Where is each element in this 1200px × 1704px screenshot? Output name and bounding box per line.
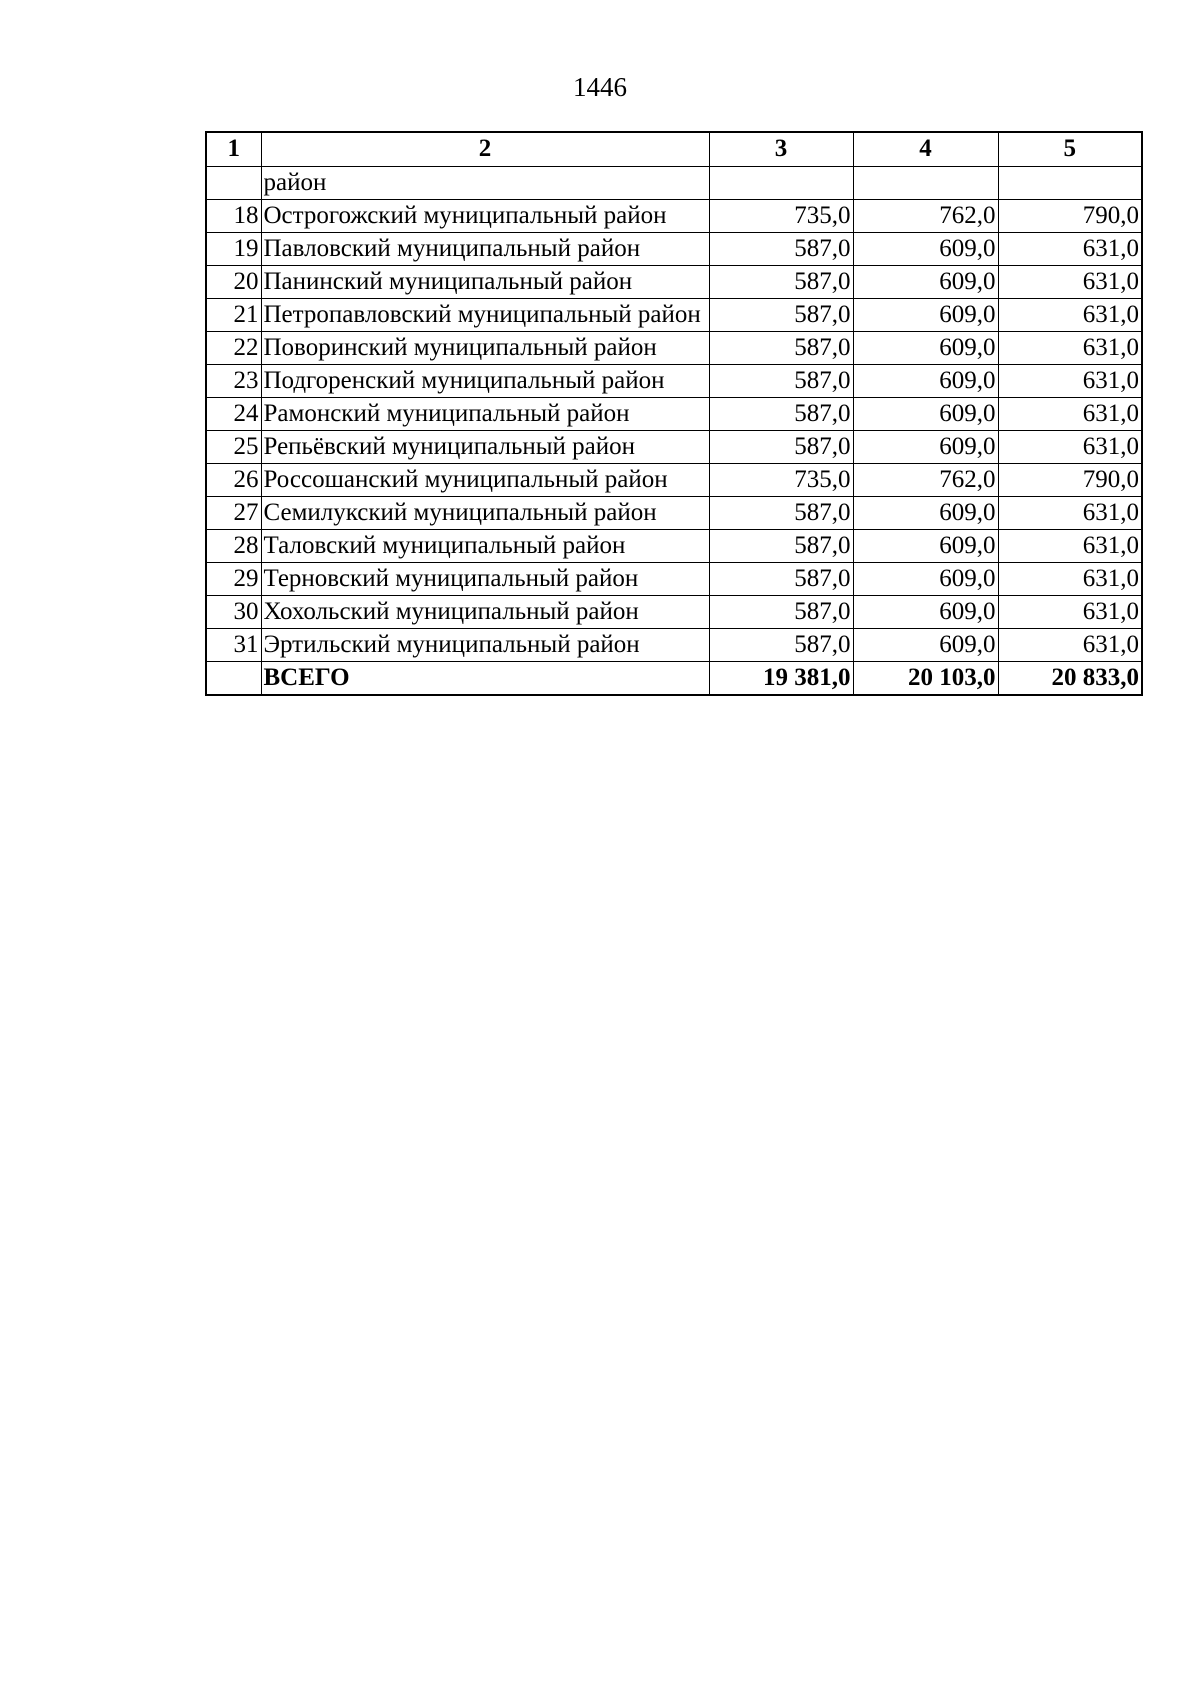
- cell-c3: 587,0: [709, 233, 853, 266]
- cell-c5: 631,0: [998, 299, 1142, 332]
- cell-c3: 587,0: [709, 629, 853, 662]
- cell-name: район: [261, 167, 709, 200]
- cell-name: Петропавловский муниципальный район: [261, 299, 709, 332]
- cell-c5: 790,0: [998, 464, 1142, 497]
- cell-name: Острогожский муниципальный район: [261, 200, 709, 233]
- cell-c4: 609,0: [853, 398, 998, 431]
- cell-c3: 587,0: [709, 365, 853, 398]
- cell-c4: 609,0: [853, 596, 998, 629]
- cell-num: 20: [206, 266, 261, 299]
- cell-num: 30: [206, 596, 261, 629]
- cell-num: 18: [206, 200, 261, 233]
- cell-c4: 609,0: [853, 332, 998, 365]
- cell-c5: 631,0: [998, 365, 1142, 398]
- cell-c4: 609,0: [853, 299, 998, 332]
- header-row: [206, 132, 1142, 167]
- cell-c5: 631,0: [998, 431, 1142, 464]
- table-row: [206, 530, 1142, 563]
- cell-c3: [709, 167, 853, 200]
- total-c4: 20 103,0: [853, 662, 998, 696]
- cell-c3: 587,0: [709, 563, 853, 596]
- cell-name: Павловский муниципальный район: [261, 233, 709, 266]
- table-row: [206, 398, 1142, 431]
- cell-c5: 631,0: [998, 563, 1142, 596]
- cell-name: Эртильский муниципальный район: [261, 629, 709, 662]
- cell-c3: 587,0: [709, 299, 853, 332]
- table-row: [206, 629, 1142, 662]
- table-row: [206, 464, 1142, 497]
- cell-num: 21: [206, 299, 261, 332]
- table-row: [206, 266, 1142, 299]
- table-row: [206, 431, 1142, 464]
- table-row: [206, 332, 1142, 365]
- cell-name: Терновский муниципальный район: [261, 563, 709, 596]
- header-cell-2: 2: [261, 132, 709, 167]
- cell-c5: 631,0: [998, 398, 1142, 431]
- cell-c3: 587,0: [709, 431, 853, 464]
- cell-num: 31: [206, 629, 261, 662]
- cell-c3: 587,0: [709, 266, 853, 299]
- cell-c5: 631,0: [998, 596, 1142, 629]
- cell-num: 29: [206, 563, 261, 596]
- cell-num: 25: [206, 431, 261, 464]
- page-number: 1446: [573, 72, 627, 102]
- cell-c5: [998, 167, 1142, 200]
- cell-name: Хохольский муниципальный район: [261, 596, 709, 629]
- cell-name: Семилукский муниципальный район: [261, 497, 709, 530]
- cell-num: 28: [206, 530, 261, 563]
- cell-name: Репьёвский муниципальный район: [261, 431, 709, 464]
- cell-c4: [853, 167, 998, 200]
- total-c5: 20 833,0: [998, 662, 1142, 696]
- cell-name: Панинский муниципальный район: [261, 266, 709, 299]
- data-table: [205, 131, 1143, 696]
- continuation-row: [206, 167, 1142, 200]
- table-row: [206, 233, 1142, 266]
- cell-c4: 609,0: [853, 629, 998, 662]
- cell-name: Поворинский муниципальный район: [261, 332, 709, 365]
- cell-num: 19: [206, 233, 261, 266]
- table-row: [206, 563, 1142, 596]
- header-cell-1: 1: [206, 132, 261, 167]
- cell-name: Подгоренский муниципальный район: [261, 365, 709, 398]
- cell-c4: 609,0: [853, 563, 998, 596]
- cell-c4: 609,0: [853, 497, 998, 530]
- cell-c4: 762,0: [853, 200, 998, 233]
- cell-c3: 587,0: [709, 497, 853, 530]
- table-row: [206, 365, 1142, 398]
- cell-c5: 631,0: [998, 233, 1142, 266]
- total-row: [206, 662, 1142, 696]
- table-row: [206, 200, 1142, 233]
- cell-c4: 609,0: [853, 266, 998, 299]
- table-row: [206, 497, 1142, 530]
- cell-c3: 587,0: [709, 332, 853, 365]
- table-row: [206, 299, 1142, 332]
- cell-c4: 609,0: [853, 431, 998, 464]
- cell-num: 24: [206, 398, 261, 431]
- header-cell-4: 4: [853, 132, 998, 167]
- cell-c5: 631,0: [998, 332, 1142, 365]
- cell-c5: 631,0: [998, 530, 1142, 563]
- header-cell-5: 5: [998, 132, 1142, 167]
- cell-c5: 631,0: [998, 266, 1142, 299]
- cell-num: 23: [206, 365, 261, 398]
- cell-name: Россошанский муниципальный район: [261, 464, 709, 497]
- cell-num: 26: [206, 464, 261, 497]
- cell-name: Рамонский муниципальный район: [261, 398, 709, 431]
- cell-c3: 587,0: [709, 398, 853, 431]
- cell-c4: 609,0: [853, 365, 998, 398]
- total-c3: 19 381,0: [709, 662, 853, 696]
- cell-c3: 735,0: [709, 464, 853, 497]
- cell-num: [206, 167, 261, 200]
- cell-c3: 587,0: [709, 530, 853, 563]
- cell-c5: 790,0: [998, 200, 1142, 233]
- cell-name: Таловский муниципальный район: [261, 530, 709, 563]
- cell-c4: 762,0: [853, 464, 998, 497]
- total-label: ВСЕГО: [261, 662, 709, 696]
- cell-c3: 587,0: [709, 596, 853, 629]
- total-cell-num: [206, 662, 261, 696]
- cell-c4: 609,0: [853, 233, 998, 266]
- cell-num: 22: [206, 332, 261, 365]
- header-cell-3: 3: [709, 132, 853, 167]
- table-row: [206, 596, 1142, 629]
- cell-c3: 735,0: [709, 200, 853, 233]
- cell-c4: 609,0: [853, 530, 998, 563]
- cell-c5: 631,0: [998, 629, 1142, 662]
- cell-c5: 631,0: [998, 497, 1142, 530]
- cell-num: 27: [206, 497, 261, 530]
